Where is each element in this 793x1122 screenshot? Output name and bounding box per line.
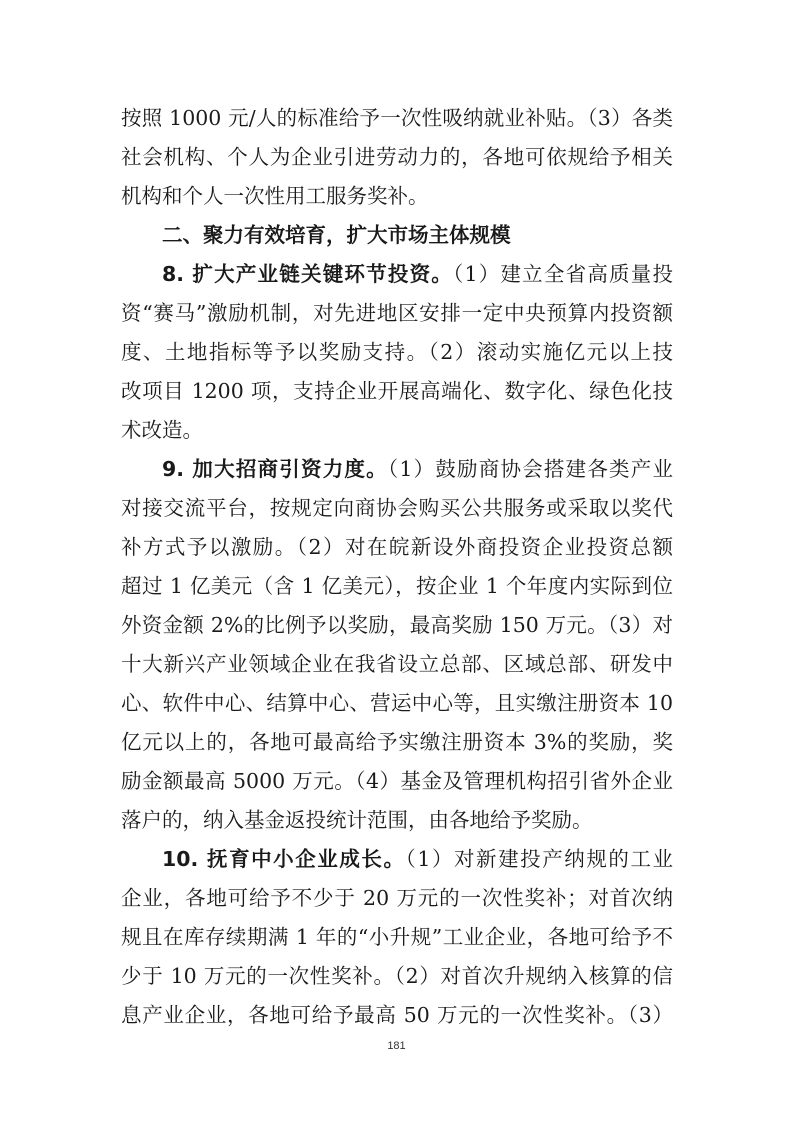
text-line: 改项目 1200 项，支持企业开展高端化、数字化、绿色化技 [121, 379, 673, 403]
text-line: 励金额最高 5000 万元。（4）基金及管理机构招引省外企业 [121, 769, 673, 793]
text-line: 机构和个人一次性用工服务奖补。 [121, 184, 429, 208]
item-8-text: （1）建立全省高质量投 [453, 262, 673, 286]
text-line: 按照 1000 元/人的标准给予一次性吸纳就业补贴。（3）各类 [121, 106, 673, 130]
text-line: 对接交流平台，按规定向商协会购买公共服务或采取以奖代 [121, 496, 673, 520]
page-number: 181 [387, 1040, 406, 1052]
text-line: 社会机构、个人为企业引进劳动力的，各地可依规给予相关 [121, 145, 673, 169]
text-line: 术改造。 [121, 418, 203, 442]
text-line: 少于 10 万元的一次性奖补。（2）对首次升规纳入核算的信 [121, 964, 673, 988]
item-8-first-line [162, 257, 673, 291]
text-line: 补方式予以激励。（2）对在皖新设外商投资企业投资总额 [121, 535, 673, 559]
text-line: 落户的，纳入基金返投统计范围，由各地给予奖励。 [121, 808, 593, 832]
text-line: 心、软件中心、结算中心、营运中心等，且实缴注册资本 10 [121, 691, 673, 715]
item-9-first-line [162, 452, 673, 486]
item-10-first-line [162, 842, 673, 876]
section-heading: 二、聚力有效培育，扩大市场主体规模 [162, 223, 511, 247]
text-line: 规且在库存续期满 1 年的“小升规”工业企业，各地可给予不 [121, 925, 673, 949]
text-line: 企业，各地可给予不少于 20 万元的一次性奖补；对首次纳 [121, 886, 673, 910]
text-line: 超过 1 亿美元（含 1 亿美元），按企业 1 个年度内实际到位 [121, 574, 673, 598]
text-line: 十大新兴产业领域企业在我省设立总部、区域总部、研发中 [121, 652, 673, 676]
text-line: 亿元以上的，各地可最高给予实缴注册资本 3%的奖励，奖 [121, 730, 673, 754]
text-line: 息产业企业，各地可给予最高 50 万元的一次性奖补。（3） [121, 1003, 673, 1027]
item-9-title: 9. 加大招商引资力度。 [162, 457, 388, 481]
text-line: 外资金额 2%的比例予以奖励，最高奖励 150 万元。（3）对 [121, 613, 673, 637]
item-9-text: （1）鼓励商协会搭建各类产业 [387, 457, 673, 481]
text-line: 资“赛马”激励机制，对先进地区安排一定中央预算内投资额 [121, 301, 673, 325]
item-10-title: 10. 抚育中小企业成长。 [162, 847, 406, 871]
item-10-text: （1）对新建投产纳规的工业 [405, 847, 673, 871]
item-8-title: 8. 扩大产业链关键环节投资。 [162, 262, 454, 286]
text-line: 度、土地指标等予以奖励支持。（2）滚动实施亿元以上技 [121, 340, 673, 364]
